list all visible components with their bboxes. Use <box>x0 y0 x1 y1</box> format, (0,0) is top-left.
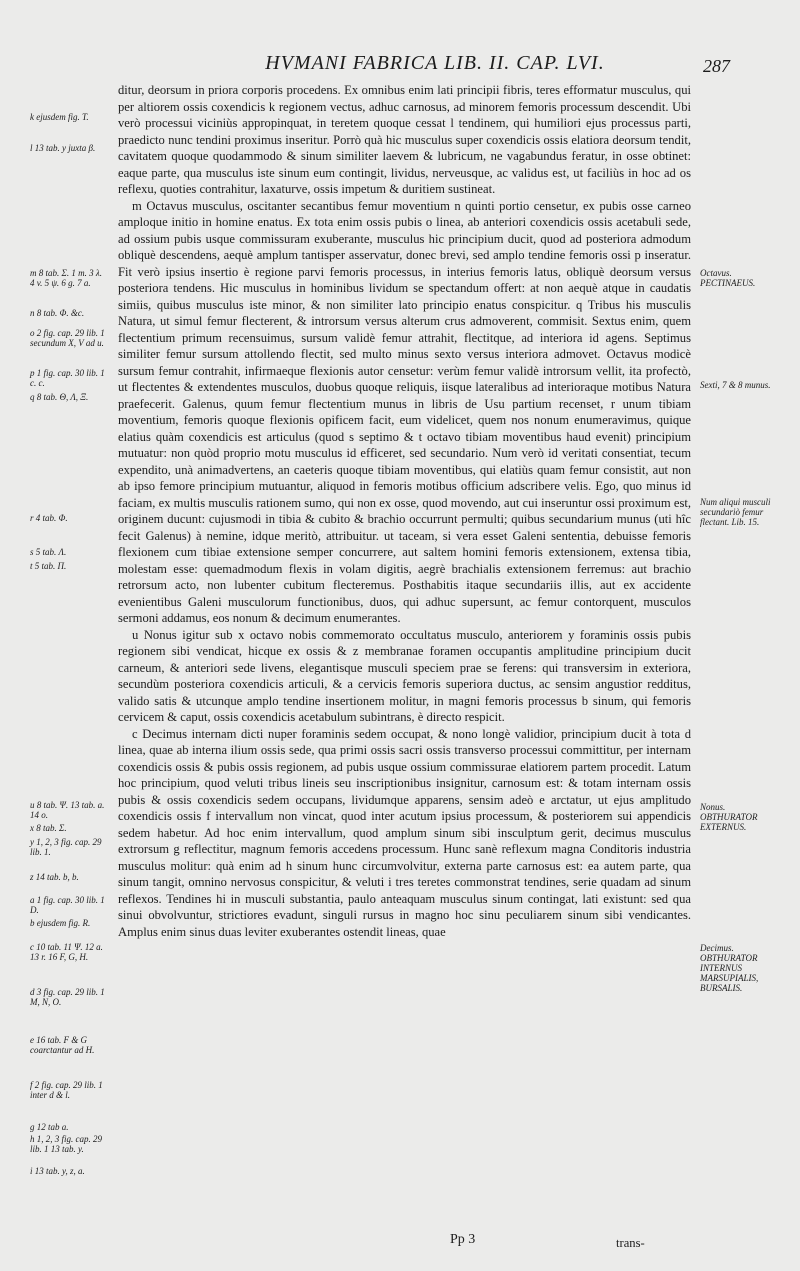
margin-note: Octavus. PECTINAEUS. <box>700 268 756 288</box>
margin-note: Num aliqui musculi secundariò femur flectant. Lib. 15. <box>700 497 771 527</box>
margin-note: u 8 tab. Ψ. 13 tab. a. 14 o. <box>30 800 105 820</box>
page-number: 287 <box>703 56 730 76</box>
running-title: HVMANI FABRICA LIB. II. CAP. LVI. <box>265 52 605 74</box>
signature-mark: Pp 3 <box>450 1232 476 1247</box>
margin-note: x 8 tab. Σ. <box>30 823 67 833</box>
margin-note: a 1 fig. cap. 30 lib. 1 D. <box>30 895 105 915</box>
main-text-column <box>118 82 691 940</box>
paragraph: m Octavus musculus, oscitanter secantibus femur moventium n quinti portio censetur, ex pubis osse carneo amploque initio in homine enatus. Ex tota enim ossis pubis o linea, ab anteriori coxendicis ossis acetabuli sede, ad ossium pubis usque commissuram exuberante, musculus hic principium ducit, quod ad posteriora admodum obliquè descendens, aequè amplum tantisper asservatur, donec brevi, sed amplo tendine femoris ossi p inseratur. Fit verò ipsius insertio è regione parvi femoris processus, in interius femoris latus, obliquè deorsum versus posteriora tendens. Hic musculus in hominibus lividum se spectandum offert: at non aequè atque in caudatis simiis, quibus musculus iste minor, & non similiter lato principio enatus conspicitur. q Tribus his musculis Natura, ut simul femur flecterent, & introrsum versus alterum crus admoverent, commisit. Sextus enim, quem flectentium primum recensuimus, sursum validè femur attrahit, flectitque, ad interiora id agens. Septimus similiter femur sursum attollendo flectit, sed multo minus sexto versus interiora admovet. Octavus modicè sursum femur contrahit, infirmaeque flexionis autor censetur: verùm femur validè introrsum vellit, ita profectò, ut flectentes & extendentes musculos, duobus quoque reliquis, iisque lateralibus ad interioraque motibus Natura praefecerit. Galenus, quum femur flectentium munus in libris de Usu partium recenset, r unum tibiam moventium, femoris quoque flexionis opificem facit, eum videlicet, quem nos nonum enumeravimus, quique elatius quàm coxendicis est articulus (quod s septimo & t octavo tibiam moventibus haud evenit) principium mutuatur: non quòd proprio motu musculus id efficeret, sed secundario. Num verò id veritati consentiat, tecum expendito, unà animadvertens, an caeteris quoque tibiam moventibus, qui elatiùs quam femur consistit, aut non ab ipso femore principium mutuantur, aliquod in femoris motibus officium adscribere velis. Ego, quo minus id faciam, ex multis musculis rationem sumo, qui non ex osse, quod movendo, aut cui inseruntur ossi proximum est, originem ducunt: cujusmodi in tibia & cubito & brachio occurrunt permulti; quibus secundarium munus (uti hîc fecit Galenus) à nemine, idque meritò, attribuitur. ut taceam, si vera esset Galeni sententia, debuisse femoris flexionem cum tibiae extensione semper concurrere, aut saltem homini femoris extensionem, extensa tibia, molestam esse: quemadmodum flexis in volam digitis, aegrè brachialis extensionem ferremus: aut brachio retrorsum acto, non lubenter cubitum flecteremus. Posthabitis itaque secundariis illis, aut ex accidente evenientibus Galeni musculorum functionibus, duos, qui adhuc supersunt, ac femur contorquent, musculos sermoni addamus, eos nonum & decimum enumerantes. <box>118 198 691 625</box>
margin-note: m 8 tab. Σ. 1 m. 3 λ. 4 v. 5 ψ. 6 g. 7 a. <box>30 268 102 288</box>
margin-note: Sexti, 7 & 8 munus. <box>700 380 771 390</box>
margin-note: Nonus. OBTHURATOR EXTERNUS. <box>700 802 758 832</box>
margin-note: l 13 tab. y juxta β. <box>30 143 96 153</box>
margin-note: i 13 tab. y, z, a. <box>30 1166 85 1176</box>
margin-note: r 4 tab. Φ. <box>30 513 68 523</box>
margin-note: k ejusdem fig. T. <box>30 112 89 122</box>
paragraph: c Decimus internam dicti nuper foraminis sedem occupat, & nono longè validior, principium ducit à tota d linea, quae ab interna ilium ossis sede, qua primi ossis sacri ossis transverso processui committitur, per internam coxendicis ossis & pubis ossis regionem, ad pubis usque ossium commissurae elatiorem partem procedit. Latum hoc principium, quod veluti tribus lineis seu inscriptionibus insignitur, carnosum est: & totam internam ossis pubis & ossis coxendicis sedem occupans, lividumque apparens, sensim adeò e arctatur, ut ejus amplitudo coxendicis ossis f intervallum non vincat, quod inter acutum ipsius processum, & posteriorem sui appendicis sedem habetur. Ad hoc enim intervallum, quod amplum sinum sibi insculptum gerit, decimus musculus extrorsum g reflectitur, magnum femoris accedens processum. Hunc sanè reflexum magna Conditoris industria musculus molitur: quà enim ad h sinum hunc circumvolvitur, externa parte carnosus est: ea autem parte, qua sinum tangit, omnino nervosus conspicitur, & veluti i tres teretes commonstrat tendines, serie quadam ad sinum reflexos. Tendines hi in musculi substantia, paulo anteaquam musculus sinum contingat, lati existunt: sed qua sinui obvolvuntur, strictiores evadunt, singuli rursus in magno hoc sinu peculiarem sinum sibi vendicantes. Amplus enim sinus duas leviter exuberantes ostendit lineas, quae <box>118 726 691 939</box>
margin-note: g 12 tab a. <box>30 1122 69 1132</box>
margin-note: t 5 tab. Π. <box>30 561 67 571</box>
margin-note: f 2 fig. cap. 29 lib. 1 inter d & l. <box>30 1080 103 1100</box>
margin-note: q 8 tab. Θ, Λ, Ξ. <box>30 392 89 402</box>
margin-note: Decimus. OBTHURATOR INTERNUS MARSUPIALIS, BURSALIS. <box>700 943 759 993</box>
paragraph: ditur, deorsum in priora corporis procedens. Ex omnibus enim lati principii fibris, teres efformatur musculus, qui per altiorem ossis coxendicis k regionem vectus, adhuc carnosus, ad minorem femoris processum descendit. Ubi verò processui viciniùs appropinquat, in teretem quoque cessat l tendinem, qui humiliori ejus processus parti, praedicto nunc tendini proximus inseritur. Porrò quà hic musculus super coxendicis ossis elatiora deorsum tendit, cavitatem quoque quodammodo & sinum similiter laevem & lubricum, ne vagabundus feratur, in osse obtinet: eaque parte, qua musculus iste sinum eum contingit, lividus, nerveusque, ac validus est, ut faciliùs in hoc ad os reflexu, quoties contrahitur, laxaturve, ossis impetum & duritiem sustineat. <box>118 83 691 196</box>
margin-note: o 2 fig. cap. 29 lib. 1 secundum X, V ad u. <box>30 328 105 348</box>
margin-note: z 14 tab. b, b. <box>30 872 79 882</box>
margin-note: h 1, 2, 3 fig. cap. 29 lib. 1 13 tab. y. <box>30 1134 102 1154</box>
margin-note: c 10 tab. 11 Ψ. 12 a. 13 r. 16 F, G, H. <box>30 942 103 962</box>
paragraph: u Nonus igitur sub x octavo nobis commemorato occultatus musculo, anteriorem y foraminis ossis pubis regionem sibi vendicat, hicque ex ossis & z membranae foramen occupantis amplitudine principium ducit carneum, & anteriori sede livens, elegantisque musculi speciem prae se ferens: qui transversim in exteriora, secundùm posteriora coxendicis articuli, & a cervicis femoris superiora ductus, ac sensim angustior redditus, valido satis & utcunque amplo tendine insertionem molitur, in magni femoris processus b sinum, qui femoris cervicem & caput, ossis coxendicis acetabulum subintrans, è directo respicit. <box>118 627 691 724</box>
margin-note: y 1, 2, 3 fig. cap. 29 lib. 1. <box>30 837 102 857</box>
catchword: trans- <box>616 1236 645 1250</box>
margin-note: n 8 tab. Φ. &c. <box>30 308 85 318</box>
margin-note: d 3 fig. cap. 29 lib. 1 M, N, O. <box>30 987 105 1007</box>
margin-note: p 1 fig. cap. 30 lib. 1 c. c. <box>30 368 105 388</box>
margin-note: s 5 tab. Λ. <box>30 547 67 557</box>
margin-note: b ejusdem fig. R. <box>30 918 91 928</box>
margin-note: e 16 tab. F & G coarctantur ad H. <box>30 1035 95 1055</box>
